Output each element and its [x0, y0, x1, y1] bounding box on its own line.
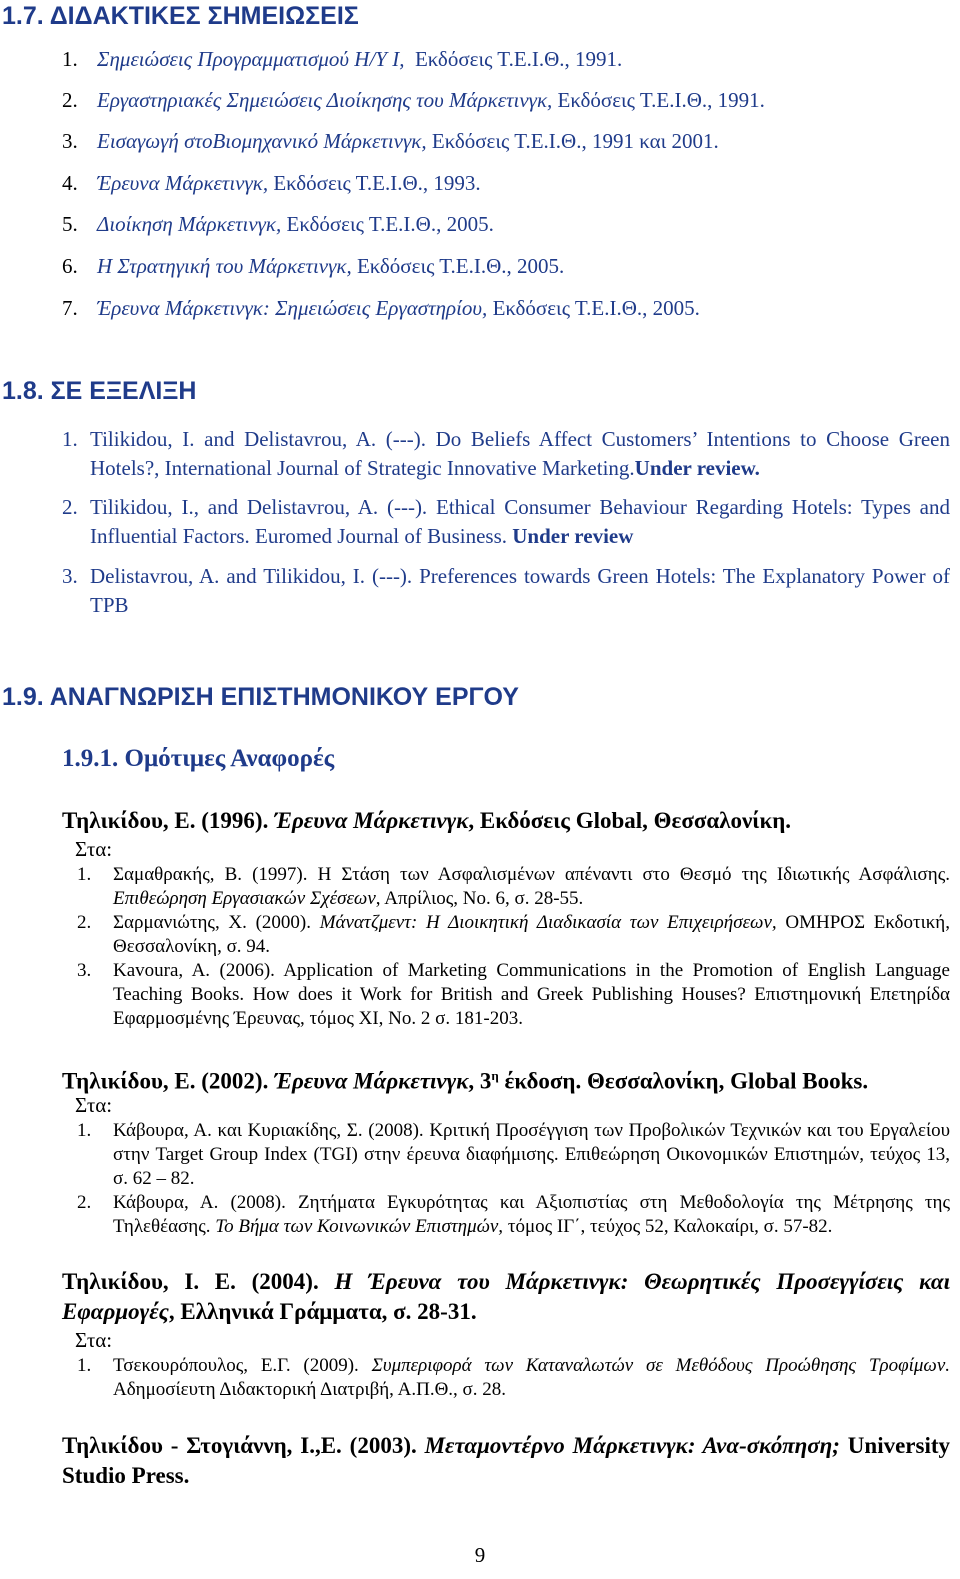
section-17-title: 1.7. ΔΙΔΑΚΤΙΚΕΣ ΣΗΜΕΙΩΣΕΙΣ [2, 2, 359, 30]
cited-in-label: Στα: [75, 837, 113, 861]
page-number: 9 [474, 1543, 486, 1567]
work-heading: Τηλικίδου, Ε. (2002). Έρευνα Μάρκετινγκ, $3^\eta$ έκδοση. Θεσσαλονίκη, Global Books. [62, 1068, 869, 1094]
work-heading: Τηλικίδου, Ε. (1996). Έρευνα Μάρκετινγκ, Εκδόσεις Global, Θεσσαλονίκη. [62, 808, 792, 833]
work-heading: Τηλικίδου - Στογιάννη, Ι.,Ε. (2003). Μεταμοντέρνο Μάρκετινγκ: Ανα-σκόπηση; University Studio Press. [62, 1433, 951, 1488]
citation-item: 3. Kavoura, A. (2006). Application of Marketing Communications in the Promotion of English Language Teaching Books. How does it Work for British and Greek Publishing Houses? Επιστημονική Επετηρίδα Εφαρμοσμένης Έρευνας, τόμος ΧΙ, No. 2 σ. 181-203. [77, 960, 950, 1029]
section-19-title: 1.9. ΑΝΑΓΝΩΡΙΣΗ ΕΠΙΣΤΗΜΟΝΙΚΟΥ ΕΡΓΟΥ [2, 683, 519, 711]
cited-in-label: Στα: [75, 1093, 113, 1117]
section-18-title: 1.8. ΣΕ ΕΞΕΛΙΞΗ [2, 377, 197, 405]
citation-item: 1. Σαμαθρακής, Β. (1997). Η Στάση των Ασφαλισμένων απέναντι στο Θεσμό της Ιδιωτικής Ασφάλισης. Επιθεώρηση Εργασιακών Σχέσεων, Απρίλιος, No. 6, σ. 28-55. [77, 864, 950, 909]
work-heading: Τηλικίδου, Ι. Ε. (2004). Η Έρευνα του Μάρκετινγκ: Θεωρητικές Προσεγγίσεις και Εφαρμογές, Ελληνικά Γράμματα, σ. 28-31. [62, 1269, 951, 1324]
list-item: 2. Tilikidou, I., and Delistavrou, A. (---). Ethical Consumer Behaviour Regarding Hotels: Types and Influential Factors. Euromed Journal of Business. Under review [62, 495, 950, 548]
citation-item: 2. Κάβουρα, Α. (2008). Ζητήματα Εγκυρότητας και Αξιοπιστίας στη Μεθοδολογία της Μέτρησης της Τηλεθέασης. Το Βήμα των Κοινωνικών Επιστημών, τόμος ΙΓ΄, τεύχος 52, Καλοκαίρι, σ. 57-82. [77, 1192, 950, 1237]
cited-in-label: Στα: [75, 1328, 113, 1352]
citation-item: 1. Τσεκουρόπουλος, Ε.Γ. (2009). Συμπεριφορά των Καταναλωτών σε Μεθόδους Προώθησης Τροφίμων. Αδημοσίευτη Διδακτορική Διατριβή, Α.Π.Θ., σ. 28. [77, 1355, 951, 1400]
section-191-subtitle: 1.9.1. Ομότιμες Αναφορές [62, 745, 335, 772]
document-page: 1.7. ΔΙΔΑΚΤΙΚΕΣ ΣΗΜΕΙΩΣΕΙΣ 1. Σημειώσεις Προγραμματισμού Η/Υ Ι, Εκδόσεις Τ.Ε.Ι.Θ., 1991. 2. Εργαστηριακές Σημειώσεις Διοίκησης του Μάρκετινγκ, Εκδόσεις Τ.Ε.Ι.Θ., 1991. 3. Εισαγωγή στοΒιομηχανικό Μάρκετινγκ, Εκδόσεις Τ.Ε.Ι.Θ., 1991 και 2001. 4. Έρευνα Μάρκετινγκ, Εκδόσεις Τ.Ε.Ι.Θ., 1993. 5. Διοίκηση Μάρκετινγκ, Εκδόσεις Τ.Ε.Ι.Θ., 2005. 6. Η Στρατηγική του Μάρκετινγκ, Εκδόσεις Τ.Ε.Ι.Θ., 2005. 7. Έρευνα Μάρκετινγκ: Σημειώσεις Εργαστηρίου, Εκδόσεις Τ.Ε.Ι.Θ., 2005. 1.8. ΣΕ ΕΞΕΛΙΞΗ 1. Tilikidou, I. and Delistavrou, A. (---). Do Beliefs Affect Customers’ Intentions to Choose Green Hotels?, International Journal of Strategic Innovative Marketing.Under review. 2. Tilikidou, I., and Delistavrou, A. (---). Ethical Consumer Behaviour Regarding Hotels: Types and Influential Factors. Euromed Journal of Business. Under review 3. Delistavrou, A. and Tilikidou, I. (---). Preferences towards Green Hotels: The Explanatory Power of TPB 1.9. ΑΝΑΓΝΩΡΙΣΗ ΕΠΙΣΤΗΜΟΝΙΚΟΥ ΕΡΓΟΥ 1.9.1. Ομότιμες Αναφορές Τηλικίδου, Ε. (1996). Έρευνα Μάρκετινγκ, Εκδόσεις Global, Θεσσαλονίκη. Στα: 1. Σαμαθρακής, Β. (1997). Η Στάση των Ασφαλισμένων απέναντι στο Θεσμό της Ιδιωτικής Ασφάλισης. Επιθεώρηση Εργασιακών Σχέσεων, Απρίλιος, No. 6, σ. 28-55. 2. Σαρμανιώτης, Χ. (2000). Μάνατζμεντ: Η Διοικητική Διαδικασία των Επιχειρήσεων, ΟΜΗΡΟΣ Εκδοτική, Θεσσαλονίκη, σ. 94. 3. Kavoura, A. (2006). Application of Marketing Communications in the Promotion of English Language Teaching Books. How does it Work for British and Greek Publishing Houses? Επιστημονική Επετηρίδα Εφαρμοσμένης Έρευνας, τόμος ΧΙ, No. 2 σ. 181-203. Τηλικίδου, Ε. (2002). Έρευνα Μάρκετινγκ, $3^\eta$ έκδοση. Θεσσαλονίκη, Global Books. Στα: 1. Κάβουρα, Α. και Κυριακίδης, Σ. (2008). Κριτική Προσέγγιση των Προβολικών Τεχνικών και του Εργαλείου στην Target Group Index (TGI) στην έρευνα διαφήμισης. Επιθεώρηση Οικονομικών Επιστημών, τεύχος 13, σ. 62 – 82. 2. Κάβουρα, Α. (2008). Ζητήματα Εγκυρότητας και Αξιοπιστίας στη Μεθοδολογία της Μέτρησης της Τηλεθέασης. Το Βήμα των Κοινωνικών Επιστημών, τόμος ΙΓ΄, τεύχος 52, Καλοκαίρι, σ. 57-82. Τηλικίδου, Ι. Ε. (2004). Η Έρευνα του Μάρκετινγκ: Θεωρητικές Προσεγγίσεις και Εφαρμογές, Ελληνικά Γράμματα, σ. 28-31. Στα: 1. Τσεκουρόπουλος, Ε.Γ. (2009). Συμπεριφορά των Καταναλωτών σε Μεθόδους Προώθησης Τροφίμων. Αδημοσίευτη Διδακτορική Διατριβή, Α.Π.Θ., σ. 28. Τηλικίδου - Στογιάννη, Ι.,Ε. (2003). Μεταμοντέρνο Μάρκετινγκ: Ανα-σκόπηση; University Studio Press. 9 [0, 0, 960, 1579]
list-item: 1. Tilikidou, I. and Delistavrou, A. (---). Do Beliefs Affect Customers’ Intentions to Choose Green Hotels?, International Journal of Strategic Innovative Marketing.Under review. [62, 427, 950, 480]
citation-item: 2. Σαρμανιώτης, Χ. (2000). Μάνατζμεντ: Η Διοικητική Διαδικασία των Επιχειρήσεων, ΟΜΗΡΟΣ Εκδοτική, Θεσσαλονίκη, σ. 94. [77, 912, 950, 957]
citation-item: 1. Κάβουρα, Α. και Κυριακίδης, Σ. (2008). Κριτική Προσέγγιση των Προβολικών Τεχνικών και του Εργαλείου στην Target Group Index (TGI) στην έρευνα διαφήμισης. Επιθεώρηση Οικονομικών Επιστημών, τεύχος 13, σ. 62 – 82. [77, 1120, 950, 1189]
list-item: 3. Delistavrou, A. and Tilikidou, I. (---). Preferences towards Green Hotels: The Explanatory Power of TPB [62, 564, 950, 617]
